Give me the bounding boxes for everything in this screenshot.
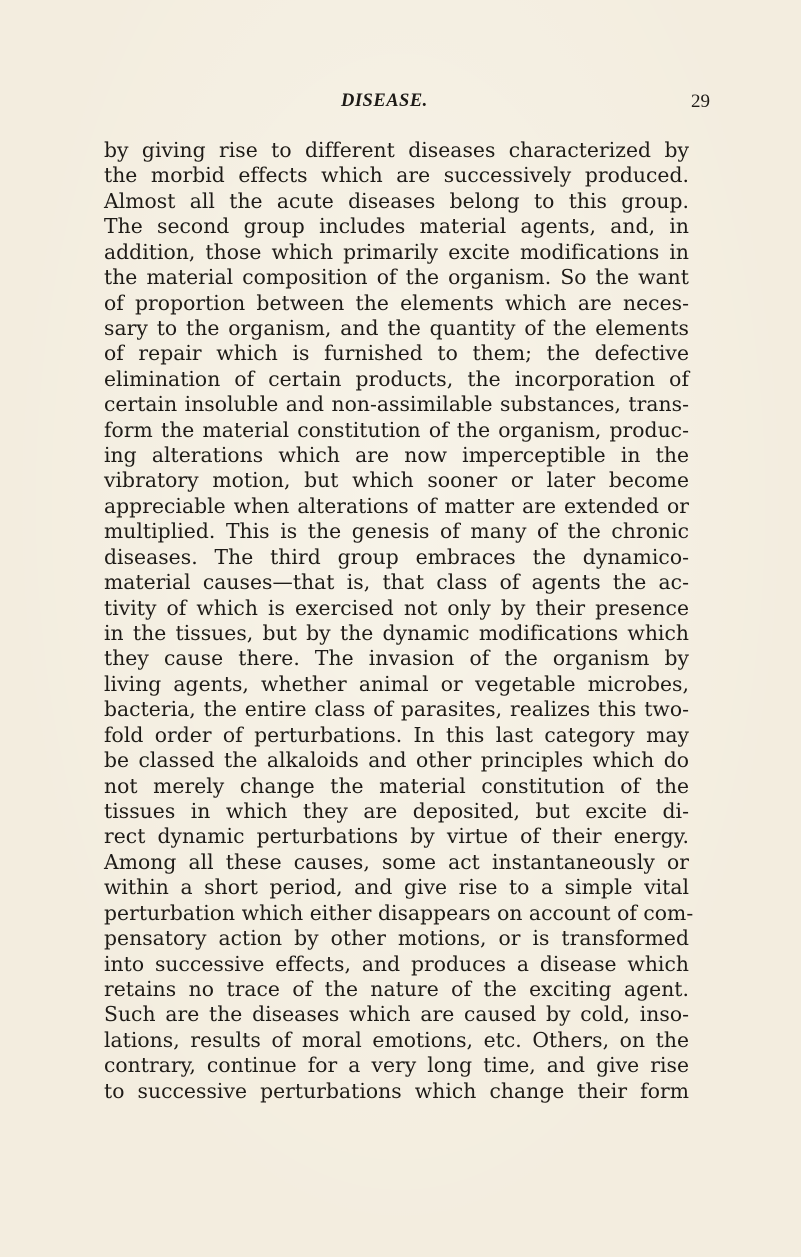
text-line: to successive perturbations which change their form [104,1078,689,1103]
text-line: be classed the alkaloids and other principles which do [104,748,689,773]
text-line: multiplied. This is the genesis of many of the chronic [104,519,689,544]
text-line: Among all these causes, some act instantaneously or [104,849,689,874]
text-line: into successive effects, and produces a disease which [104,951,689,976]
text-line: they cause there. The invasion of the organism by [104,646,689,671]
text-line: contrary, continue for a very long time, and give rise [104,1053,689,1078]
running-head-title: DISEASE. [341,91,428,111]
text-line: material causes—that is, that class of agents the ac- [104,570,689,595]
text-line: addition, those which primarily excite modifications in [104,239,689,264]
text-line: Such are the diseases which are caused by cold, inso- [104,1002,689,1027]
body-text [104,138,694,1104]
text-line: within a short period, and give rise to a simple vital [104,875,689,900]
text-line: elimination of certain products, the incorporation of [104,366,689,391]
page-number: 29 [691,91,710,112]
text-line: retains no trace of the nature of the exciting agent. [104,976,689,1001]
text-line: sary to the organism, and the quantity of the elements [104,315,689,340]
text-line: appreciable when alterations of matter are extended or [104,493,689,518]
text-line: diseases. The third group embraces the dynamico- [104,544,689,569]
text-line: perturbation which either disappears on account of com- [104,900,694,925]
text-line: not merely change the material constitution of the [104,773,689,798]
text-line: fold order of perturbations. In this last category may [104,722,689,747]
text-line: in the tissues, but by the dynamic modifications which [104,621,689,646]
text-line: by giving rise to different diseases characterized by [104,138,689,162]
text-line: ing alterations which are now imperceptible in the [104,443,689,468]
running-head [0,89,801,121]
text-line: bacteria, the entire class of parasites, realizes this two- [104,697,689,722]
text-line: the material composition of the organism. So the want [104,265,689,290]
text-line: form the material constitution of the organism, produc- [104,417,689,442]
text-line: tivity of which is exercised not only by their presence [104,595,689,620]
text-line: certain insoluble and non-assimilable substances, trans- [104,392,689,417]
text-line: the morbid effects which are successively produced. [104,163,689,188]
text-line: vibratory motion, but which sooner or later become [104,468,689,493]
text-line: living agents, whether animal or vegetable microbes, [104,671,689,696]
text-line: rect dynamic perturbations by virtue of their energy. [104,824,689,849]
text-line: of proportion between the elements which are neces- [104,290,689,315]
text-line: Almost all the acute diseases belong to this group. [104,188,689,213]
text-line: of repair which is furnished to them; the defective [104,341,689,366]
text-line: lations, results of moral emotions, etc. Others, on the [104,1027,689,1052]
text-line: pensatory action by other motions, or is transformed [104,926,689,951]
text-line: The second group includes material agents, and, in [104,214,689,239]
text-line: tissues in which they are deposited, but excite di- [104,798,689,823]
